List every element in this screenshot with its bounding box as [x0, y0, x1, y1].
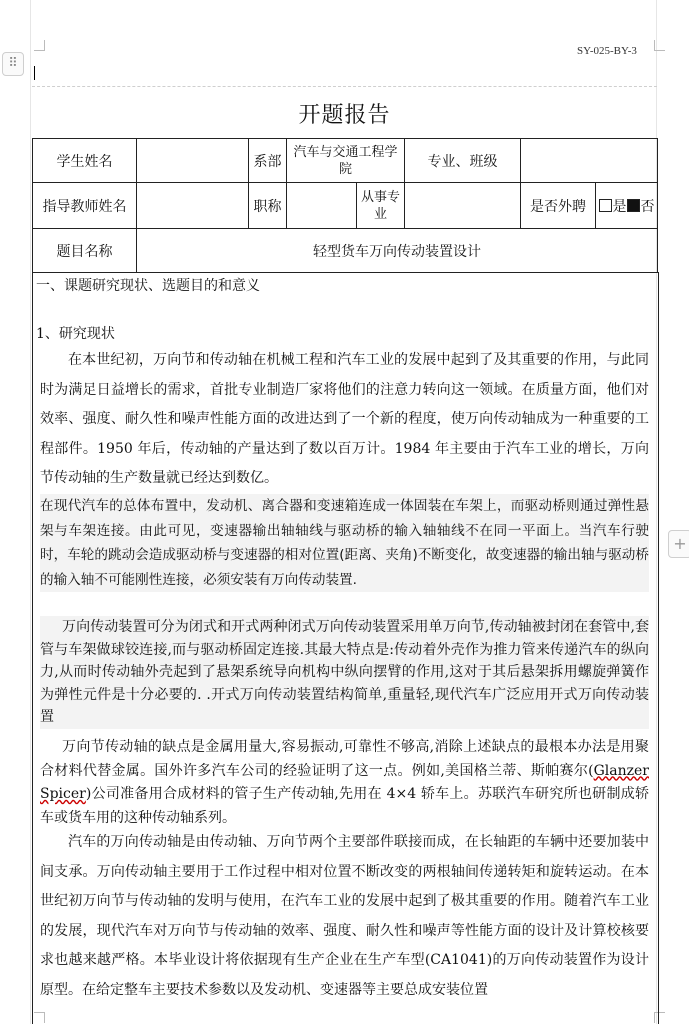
spellcheck-underlined-text: Glanzer Spicer — [40, 762, 649, 802]
document-title: 开题报告 — [298, 103, 391, 128]
section-heading: 一、课题研究现状、选题目的和意义 — [36, 278, 260, 294]
document-code: SY-025-BY-3 — [577, 45, 637, 57]
sub-heading: 1、研究现状 — [36, 326, 115, 342]
topic-label: 题目名称 — [33, 229, 137, 273]
option-no-label: 否 — [640, 198, 655, 215]
title-rank-cell[interactable] — [287, 183, 357, 229]
title-rank-label: 职称 — [249, 183, 287, 229]
page-edge-left — [30, 0, 31, 1024]
info-form-table — [32, 138, 658, 273]
paragraph[interactable]: 在本世纪初，万向节和传动轴在机械工程和汽车工业的发展中起到了及其重要的作用，与此同时为满足日益增长的需求，首批专业制造厂家将他们的注意力转向这一领域。在质量方面，他们对效率、强度、耐久性和噪声性能方面的改进达到了一个新的程度，使万向传动轴成为一种重要的工程部件。1950 年后，传动轴的产量达到了数以百万计。1984 年主要由于汽车工业的增长，万向节传动轴的生产数量就已经达到数亿。 — [40, 352, 649, 487]
external-options — [596, 183, 658, 229]
field-cell[interactable] — [405, 183, 521, 229]
major-class-label: 专业、班级 — [405, 139, 521, 183]
option-yes-label: 是 — [612, 198, 627, 215]
paragraph-text: )公司准备用合成材料的管子生产传动轴,先用在 4×4 轿车上。苏联汽车研究所也研制成轿车或货车用的这种传动轴系列。 — [40, 786, 649, 826]
major-class-cell[interactable] — [521, 139, 658, 183]
department-value[interactable]: 汽车与交通工程学院 — [287, 139, 405, 183]
topic-value[interactable]: 轻型货车万向传动装置设计 — [137, 229, 658, 273]
drag-handle-icon[interactable]: ⠿ — [2, 52, 24, 76]
add-block-button[interactable]: + — [668, 530, 689, 558]
paragraph[interactable]: 在现代汽车的总体布置中，发动机、离合器和变速箱连成一体固装在车架上，而驱动桥则通过弹性悬架与车架连接。由此可见，变速器输出轴轴线与驱动桥的输入轴轴线不在同一平面上。当汽车行驶时，车轮的跳动会造成驱动桥与变速器的相对位置(距离、夹角)不断变化，故变速器的输出轴与驱动桥的输入轴不可能刚性连接，必须安装有万向传动装置. — [40, 494, 649, 592]
text-cursor — [34, 66, 35, 80]
student-name-cell[interactable] — [137, 139, 249, 183]
margin-corner-mark — [654, 40, 665, 51]
margin-corner-mark — [34, 40, 45, 51]
checkbox-yes[interactable] — [599, 199, 612, 212]
advisor-label: 指导教师姓名 — [33, 183, 137, 229]
field-label: 从事专业 — [357, 183, 405, 229]
paragraph[interactable]: 汽车的万向传动轴是由传动轴、万向节两个主要部件联接而成，在长轴距的车辆中还要加装中间支承。万向传动轴主要用于工作过程中相对位置不断改变的两根轴间传递转矩和旋转运动。在本世纪初万向节与传动轴的发明与使用，在汽车工业的发展中起到了极其重要的作用。随着汽车工业的发展，现代汽车对万向节与传动轴的效率、强度、耐久性和噪声等性能方面的设计及计算校核要求也越来越严格。本毕业设计将依据现有生产企业在生产车型(CA1041)的万向传动装置作为设计原型。在给定整车主要技术参数以及发动机、变速器等主要总成安装位置 — [40, 834, 649, 998]
advisor-cell[interactable] — [137, 183, 249, 229]
student-name-label: 学生姓名 — [33, 139, 137, 183]
paragraph[interactable] — [40, 736, 649, 830]
external-label: 是否外聘 — [521, 183, 596, 229]
paragraph[interactable]: 万向传动装置可分为闭式和开式两种闭式万向传动装置采用单万向节,传动轴被封闭在套管中,套管与车架做球铰连接,而与驱动桥固定连接.其最大特点是:传动着外壳作为推力管来传递汽车的纵向力,从而时传动轴外壳起到了悬架系统导向机构中纵向摆臂的作用,这对于其后悬架拆用螺旋弹簧作为弹性元件是十分必要的. .开式万向传动装置结构简单,重量轻,现代汽车广泛应用开式万向传动装置 — [40, 616, 649, 729]
paragraph-text: 万向节传动轴的缺点是金属用量大,容易振动,可靠性不够高,消除上述缺点的最根本办法是用聚合材料代替金属。国外许多汽车公司的经验证明了这一点。例如,美国格兰蒂、斯帕赛尔( — [40, 739, 649, 779]
checkbox-no-checked[interactable] — [627, 199, 640, 212]
department-label: 系部 — [249, 139, 287, 183]
